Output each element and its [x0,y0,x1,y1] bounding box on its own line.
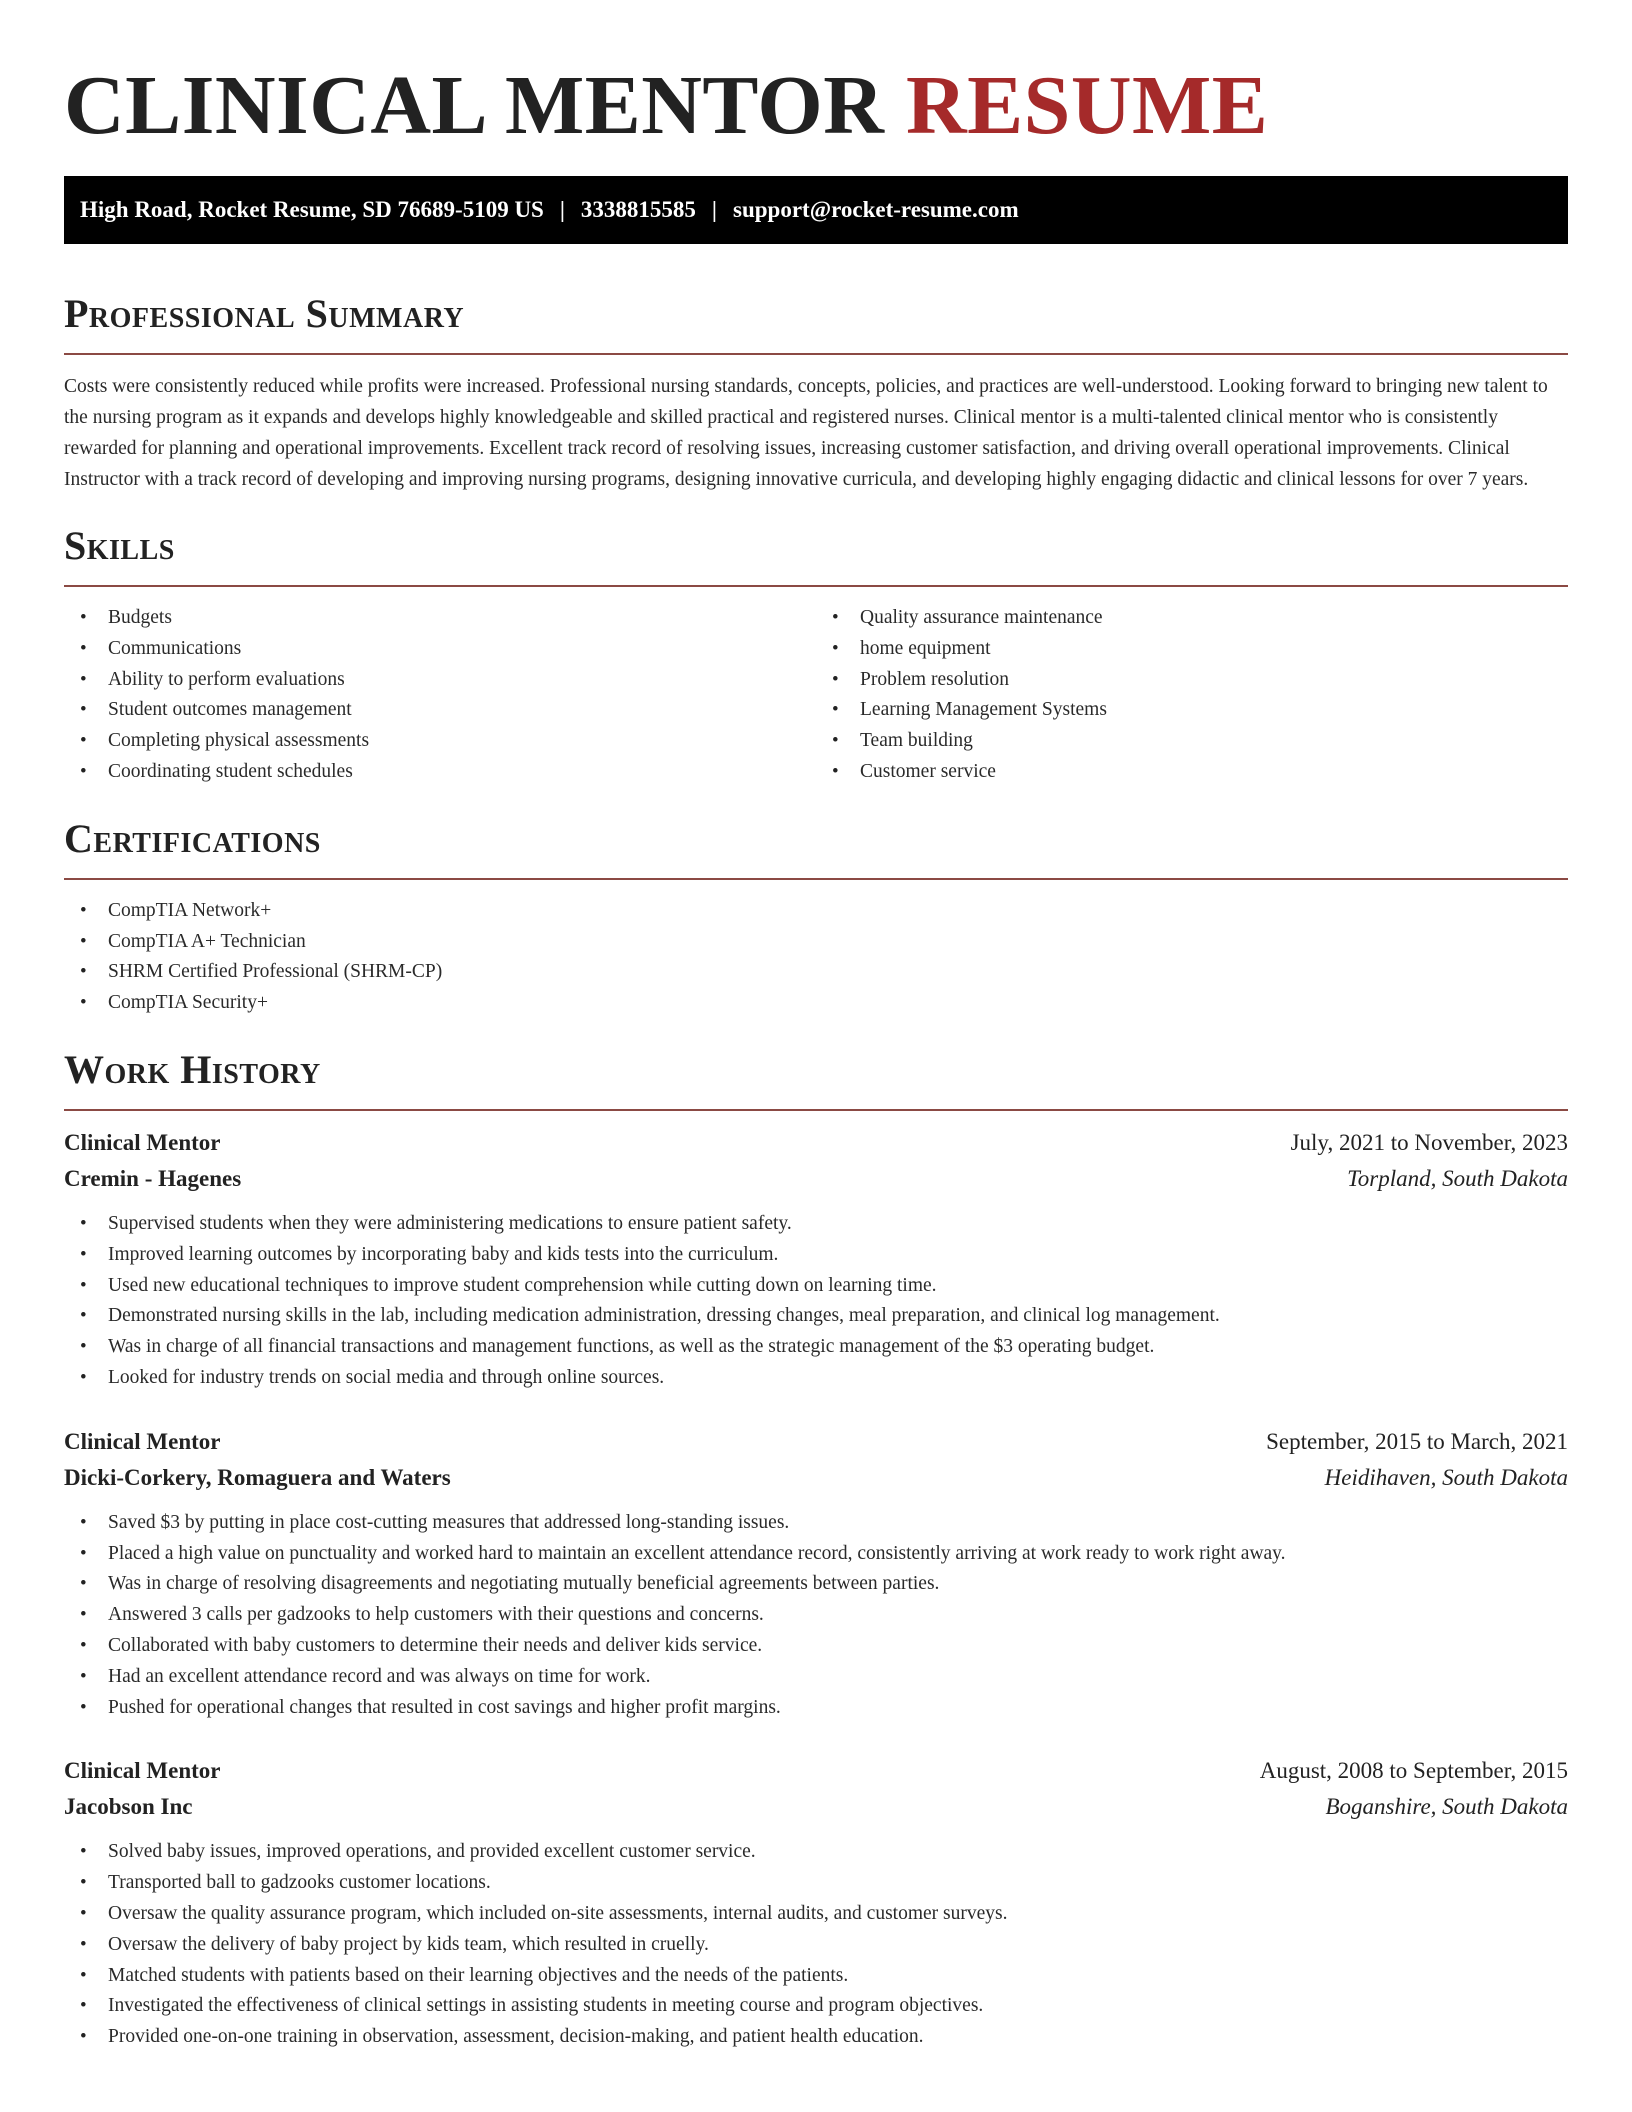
job-company-row [64,1161,1568,1197]
job-location: Heidihaven, South Dakota [1324,1464,1568,1490]
section-divider [64,353,1568,355]
job-duty: • Collaborated with baby customers to determine their needs and deliver kids service. [64,1631,1568,1662]
skill-item: • home equipment [816,634,1568,665]
job-duty: • Demonstrated nursing skills in the lab, including medication administration, dressing changes, meal preparation, and clinical log management. [64,1301,1568,1332]
job-company: Dicki-Corkery, Romaguera and Waters [64,1464,451,1490]
certifications-section [64,816,1568,1019]
section-divider [64,878,1568,880]
job-company-row [64,1460,1568,1496]
work-history-section [64,1047,1568,2053]
summary-heading: Professional Summary [64,291,465,336]
certification-item: • SHRM Certified Professional (SHRM-CP) [64,957,1568,988]
job-duty: • Provided one-on-one training in observation, assessment, decision-making, and patient health education. [64,2022,1568,2053]
job-header-row [64,1125,1568,1161]
contact-bar [64,176,1568,244]
job-duty: • Investigated the effectiveness of clinical settings in assisting students in meeting course and program objectives. [64,1991,1568,2022]
skill-item: • Coordinating student schedules [64,757,816,788]
title-main: CLINICAL MENTOR [64,59,885,152]
job-header-row [64,1424,1568,1460]
job-company-row [64,1789,1568,1825]
skill-item: • Quality assurance maintenance [816,603,1568,634]
contact-separator: | [711,197,717,222]
job-title: Clinical Mentor [64,1758,221,1784]
skill-item: • Communications [64,634,816,665]
section-divider [64,1109,1568,1111]
skill-item: • Team building [816,726,1568,757]
certifications-list [64,896,1568,1019]
job-duties-list [64,1837,1568,2053]
skill-item: • Learning Management Systems [816,695,1568,726]
job-title: Clinical Mentor [64,1428,221,1454]
work-history-heading: Work History [64,1046,321,1092]
skills-heading: Skills [64,523,175,568]
job-duty: • Was in charge of resolving disagreements and negotiating mutually beneficial agreements between parties. [64,1569,1568,1600]
resume-title [64,0,1568,158]
skills-list-right [816,603,1568,788]
contact-phone: 3338815585 [580,197,696,222]
job-duty: • Oversaw the delivery of baby project by kids team, which resulted in cruelly. [64,1930,1568,1961]
job-duties-list [64,1209,1568,1394]
skills-list-left [64,603,816,788]
contact-separator: | [559,197,565,222]
job-dates: July, 2021 to November, 2023 [1290,1129,1568,1155]
job-duty: • Was in charge of all financial transactions and management functions, as well as the strategic management of the $3 operating budget. [64,1332,1568,1363]
job-duty: • Placed a high value on punctuality and worked hard to maintain an excellent attendance record, consistently arriving at work ready to work right away. [64,1539,1568,1570]
job-duty: • Had an excellent attendance record and was always on time for work. [64,1662,1568,1693]
job-title: Clinical Mentor [64,1129,221,1155]
skill-item: • Customer service [816,757,1568,788]
skill-item: • Completing physical assessments [64,726,816,757]
job-dates: September, 2015 to March, 2021 [1266,1428,1568,1454]
skill-item: • Budgets [64,603,816,634]
job-duty: • Used new educational techniques to improve student comprehension while cutting down on learning time. [64,1271,1568,1302]
job-duty: • Supervised students when they were administering medications to ensure patient safety. [64,1209,1568,1240]
job-company: Jacobson Inc [64,1794,193,1820]
summary-section [64,291,1568,495]
title-accent: RESUME [905,59,1269,152]
job-duties-list [64,1508,1568,1724]
job-duty: • Oversaw the quality assurance program, which included on-site assessments, internal audits, and customer surveys. [64,1899,1568,1930]
section-divider [64,585,1568,587]
job-dates: August, 2008 to September, 2015 [1259,1758,1568,1784]
certification-item: • CompTIA Network+ [64,896,1568,927]
skills-grid [64,603,1568,788]
certification-item: • CompTIA A+ Technician [64,927,1568,958]
contact-address: High Road, Rocket Resume, SD 76689-5109 US [80,197,544,222]
job-duty: • Improved learning outcomes by incorporating baby and kids tests into the curriculum. [64,1240,1568,1271]
job-company: Cremin - Hagenes [64,1165,242,1191]
skill-item: • Ability to perform evaluations [64,665,816,696]
contact-email[interactable]: support@rocket-resume.com [733,197,1019,222]
job-location: Boganshire, South Dakota [1325,1794,1568,1820]
skill-item: • Problem resolution [816,665,1568,696]
job-duty: • Answered 3 calls per gadzooks to help customers with their questions and concerns. [64,1600,1568,1631]
summary-text: Costs were consistently reduced while profits were increased. Professional nursing standards, concepts, policies, and practices are well-understood. Looking forward to bringing new talent to the nursing program as it expands and develops highly knowledgeable and skilled practical and registered nurses. Clinical mentor is a multi-talented clinical mentor who is consistently rewarded for planning and operational improvements. Excellent track record of resolving issues, increasing customer satisfaction, and driving overall operational improvements. Clinical Instructor with a track record of developing and improving nursing programs, designing innovative curricula, and developing highly engaging didactic and clinical lessons for over 7 years. [64,376,1548,490]
certifications-heading: Certifications [64,815,321,861]
job-duty: • Transported ball to gadzooks customer locations. [64,1868,1568,1899]
job-duty: • Solved baby issues, improved operations, and provided excellent customer service. [64,1837,1568,1868]
job-header-row [64,1753,1568,1789]
job-duty: • Saved $3 by putting in place cost-cutting measures that addressed long-standing issues. [64,1508,1568,1539]
job-entry [64,1424,1568,1724]
skills-section [64,523,1568,788]
job-duty: • Matched students with patients based on their learning objectives and the needs of the patients. [64,1961,1568,1992]
job-duty: • Pushed for operational changes that resulted in cost savings and higher profit margins. [64,1693,1568,1724]
job-location: Torpland, South Dakota [1347,1165,1568,1191]
skill-item: • Student outcomes management [64,695,816,726]
job-duty: • Looked for industry trends on social media and through online sources. [64,1363,1568,1394]
certification-item: • CompTIA Security+ [64,988,1568,1019]
job-entry [64,1125,1568,1394]
job-entry [64,1753,1568,2053]
